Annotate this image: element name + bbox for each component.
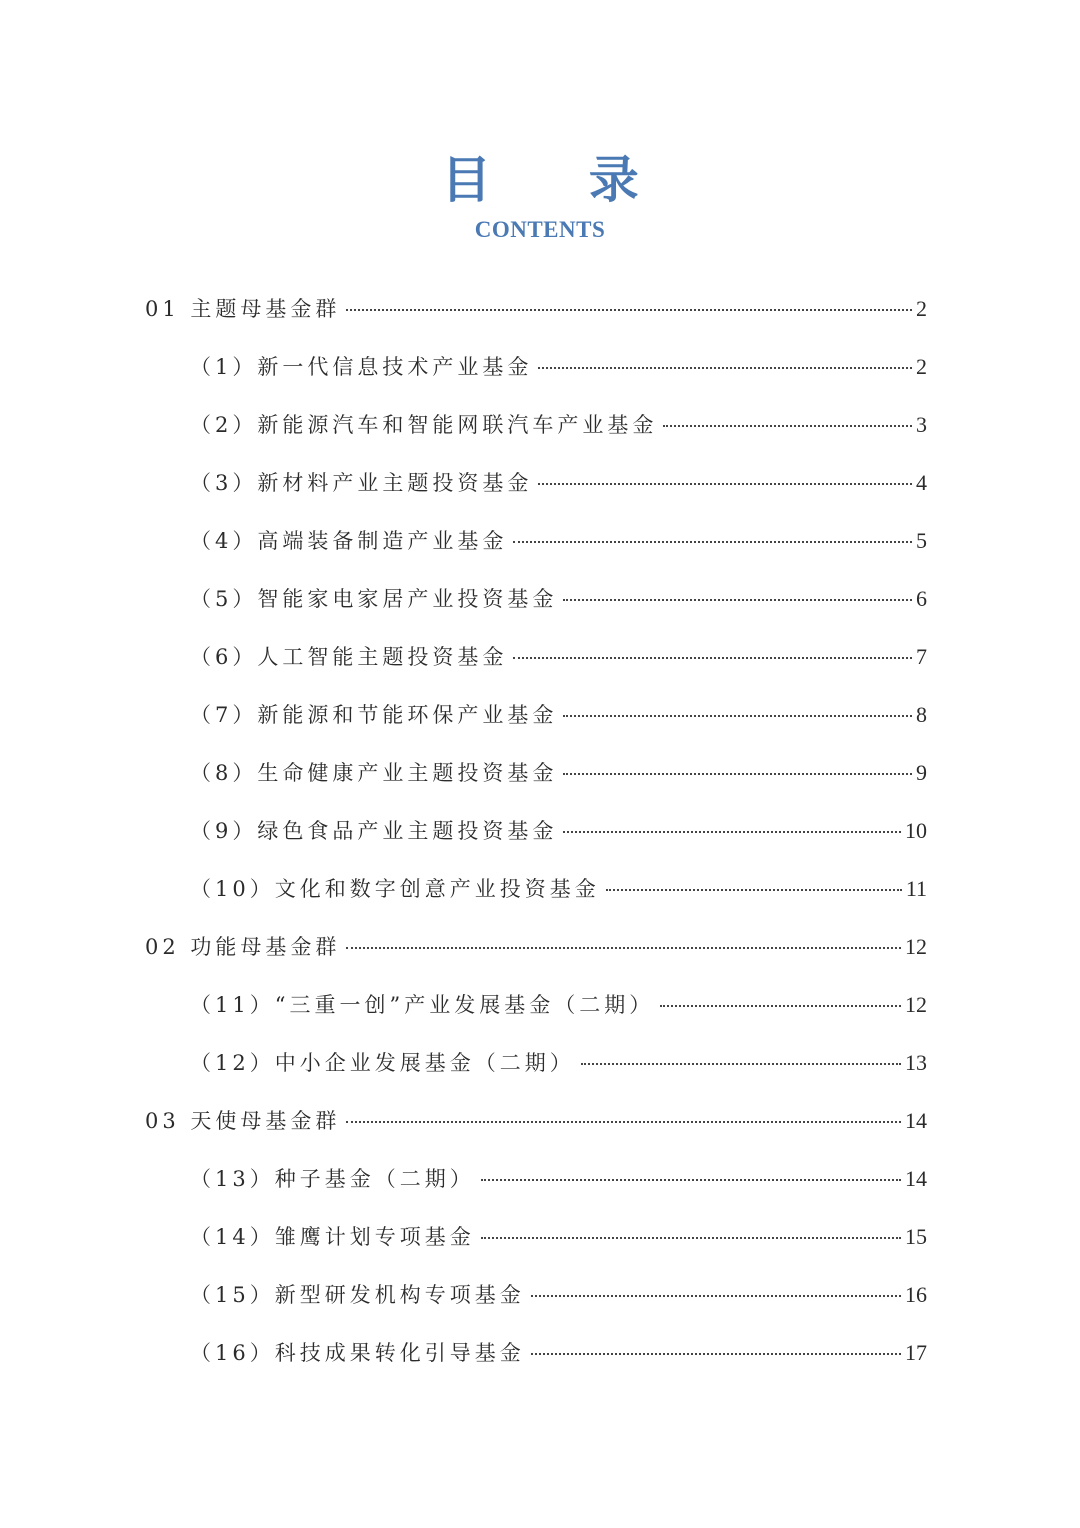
toc-dot-leader [513,657,912,659]
toc-entry-label: （16）科技成果转化引导基金 [190,1341,525,1365]
toc-dot-leader [663,425,912,427]
toc-section-entry[interactable] [145,1102,927,1160]
toc-page-number: 14 [905,1166,927,1191]
toc-page-number: 15 [905,1224,927,1249]
toc-subsection-entry[interactable] [145,348,927,406]
toc-subsection-entry[interactable] [145,522,927,580]
toc-entry-label: （7）新能源和节能环保产业基金 [190,703,558,727]
toc-dot-leader [531,1295,901,1297]
toc-entry-label: （5）智能家电家居产业投资基金 [190,587,558,611]
toc-dot-leader [563,599,912,601]
toc-page-number: 11 [905,876,927,901]
toc-entry-label: （13）种子基金（二期） [190,1167,475,1191]
toc-dot-leader [513,541,912,543]
toc-page-number: 12 [905,934,927,959]
toc-subsection-entry[interactable] [145,638,927,696]
toc-page-number: 7 [916,644,927,669]
toc-subsection-entry[interactable] [145,1334,927,1392]
toc-dot-leader [346,1121,901,1123]
toc-page-number: 8 [916,702,927,727]
toc-dot-leader [346,947,901,949]
toc-entry-label: （11）“三重一创”产业发展基金（二期） [190,993,655,1017]
toc-entry-label: （3）新材料产业主题投资基金 [190,471,533,495]
toc-entry-label: （1）新一代信息技术产业基金 [190,355,533,379]
toc-subsection-entry[interactable] [145,1160,927,1218]
toc-page-number: 2 [916,354,927,379]
toc-page-number: 14 [905,1108,927,1133]
toc-page-number: 10 [905,818,927,843]
toc-page-number: 12 [905,992,927,1017]
toc-dot-leader [563,831,901,833]
toc-subsection-entry[interactable] [145,696,927,754]
toc-entry-label: （10）文化和数字创意产业投资基金 [190,877,600,901]
toc-page-number: 4 [916,470,927,495]
toc-page-number: 17 [905,1340,927,1365]
table-of-contents [145,290,927,1392]
toc-dot-leader [660,1005,901,1007]
page-subtitle: CONTENTS [474,217,606,242]
toc-dot-leader [606,889,902,891]
toc-entry-label: （14）雏鹰计划专项基金 [190,1225,475,1249]
toc-page-number: 13 [905,1050,927,1075]
toc-subsection-entry[interactable] [145,754,927,812]
title-block [0,150,1080,244]
toc-entry-label: （8）生命健康产业主题投资基金 [190,761,558,785]
toc-subsection-entry[interactable] [145,1218,927,1276]
toc-dot-leader [346,309,912,311]
toc-section-entry[interactable] [145,290,927,348]
toc-dot-leader [581,1063,901,1065]
toc-entry-label: （15）新型研发机构专项基金 [190,1283,525,1307]
toc-subsection-entry[interactable] [145,870,927,928]
toc-page-number: 6 [916,586,927,611]
toc-dot-leader [538,483,912,485]
toc-entry-label: （2）新能源汽车和智能网联汽车产业基金 [190,413,658,437]
toc-subsection-entry[interactable] [145,986,927,1044]
toc-entry-label: （9）绿色食品产业主题投资基金 [190,819,558,843]
toc-section-entry[interactable] [145,928,927,986]
toc-dot-leader [481,1179,901,1181]
toc-subsection-entry[interactable] [145,1276,927,1334]
toc-dot-leader [538,367,912,369]
toc-page-number: 5 [916,528,927,553]
toc-entry-label: （6）人工智能主题投资基金 [190,645,508,669]
toc-entry-label: 03 天使母基金群 [145,1109,341,1133]
toc-subsection-entry[interactable] [145,406,927,464]
toc-entry-label: （4）高端装备制造产业基金 [190,529,508,553]
toc-page-number: 16 [905,1282,927,1307]
toc-subsection-entry[interactable] [145,1044,927,1102]
toc-page-number: 9 [916,760,927,785]
toc-dot-leader [563,773,912,775]
toc-subsection-entry[interactable] [145,580,927,638]
toc-entry-label: 01 主题母基金群 [145,297,341,321]
toc-subsection-entry[interactable] [145,464,927,522]
toc-dot-leader [531,1353,901,1355]
toc-dot-leader [563,715,912,717]
toc-entry-label: 02 功能母基金群 [145,935,341,959]
toc-page-number: 3 [916,412,927,437]
toc-dot-leader [481,1237,901,1239]
toc-entry-label: （12）中小企业发展基金（二期） [190,1051,575,1075]
toc-subsection-entry[interactable] [145,812,927,870]
toc-page-number: 2 [916,296,927,321]
page-title: 目 录 [441,150,679,209]
